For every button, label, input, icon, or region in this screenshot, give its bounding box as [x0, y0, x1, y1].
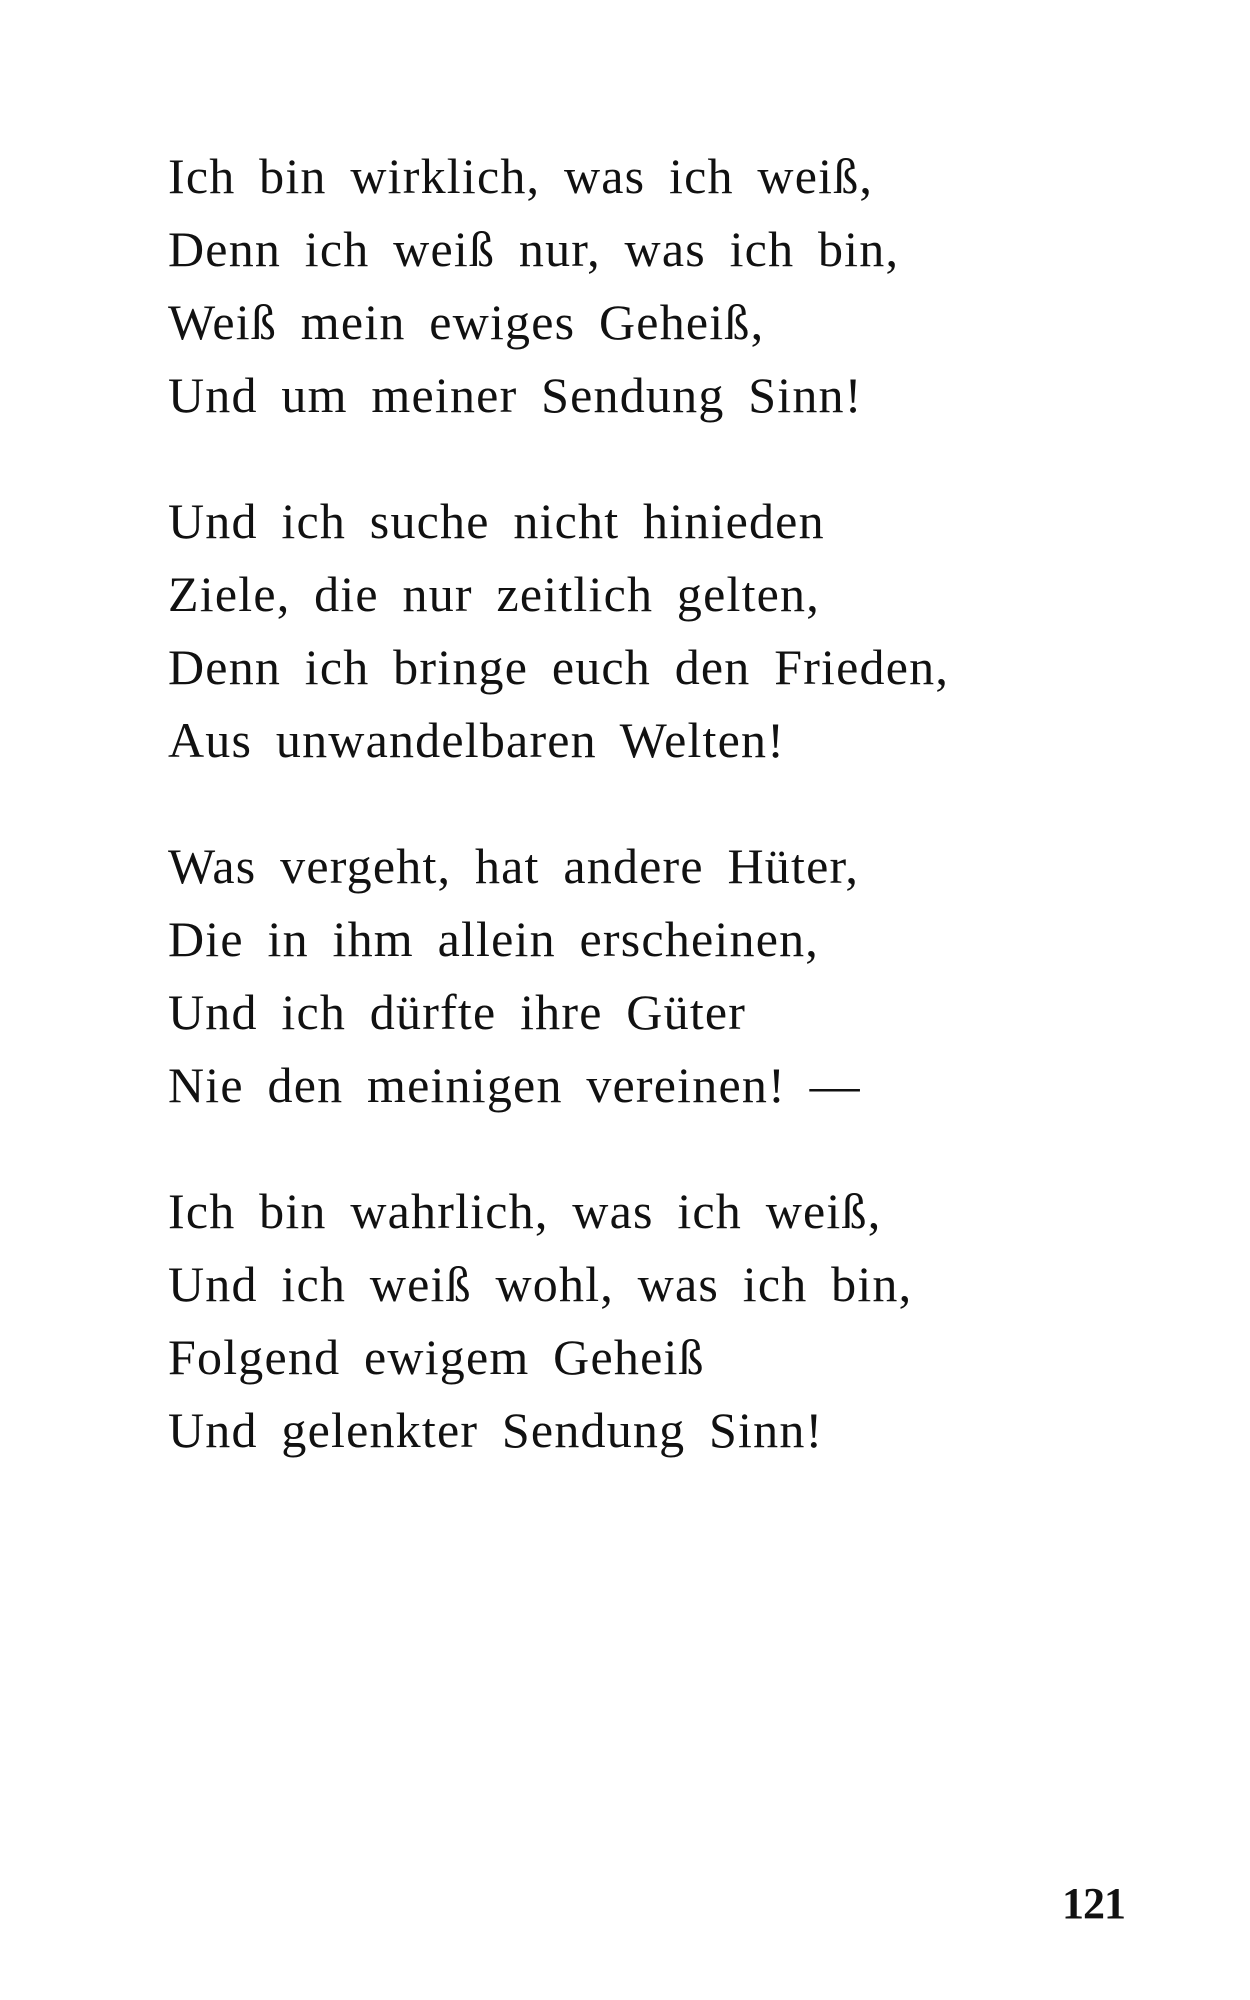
stanza-4	[168, 1175, 1128, 1467]
poem-line: Was vergeht, hat andere Hüter,	[168, 838, 860, 894]
poem-line: Aus unwandelbaren Welten!	[168, 712, 786, 768]
stanza-3	[168, 830, 1128, 1122]
poem-line: Und ich suche nicht hinieden	[168, 493, 825, 549]
poem-line: Folgend ewigem Geheiß	[168, 1329, 705, 1385]
poem-line: Ich bin wahrlich, was ich weiß,	[168, 1183, 882, 1239]
poem-line: Und um meiner Sendung Sinn!	[168, 367, 863, 423]
poem-line: Denn ich bringe euch den Frieden,	[168, 639, 950, 695]
poem-line: Die in ihm allein erscheinen,	[168, 911, 819, 967]
stanza-2	[168, 485, 1128, 777]
poem-line: Nie den meinigen vereinen! —	[168, 1057, 861, 1113]
poem-line: Ziele, die nur zeitlich gelten,	[168, 566, 820, 622]
poem-line: Und ich weiß wohl, was ich bin,	[168, 1256, 913, 1312]
poem-line: Denn ich weiß nur, was ich bin,	[168, 221, 900, 277]
stanza-1	[168, 140, 1128, 432]
page-number: 121	[1062, 1879, 1125, 1928]
poem-line: Weiß mein ewiges Geheiß,	[168, 294, 765, 350]
poem-line: Und ich dürfte ihre Güter	[168, 984, 747, 1040]
poem-line: Ich bin wirklich, was ich weiß,	[168, 148, 874, 204]
poem-line: Und gelenkter Sendung Sinn!	[168, 1402, 824, 1458]
poem	[168, 140, 1128, 1520]
